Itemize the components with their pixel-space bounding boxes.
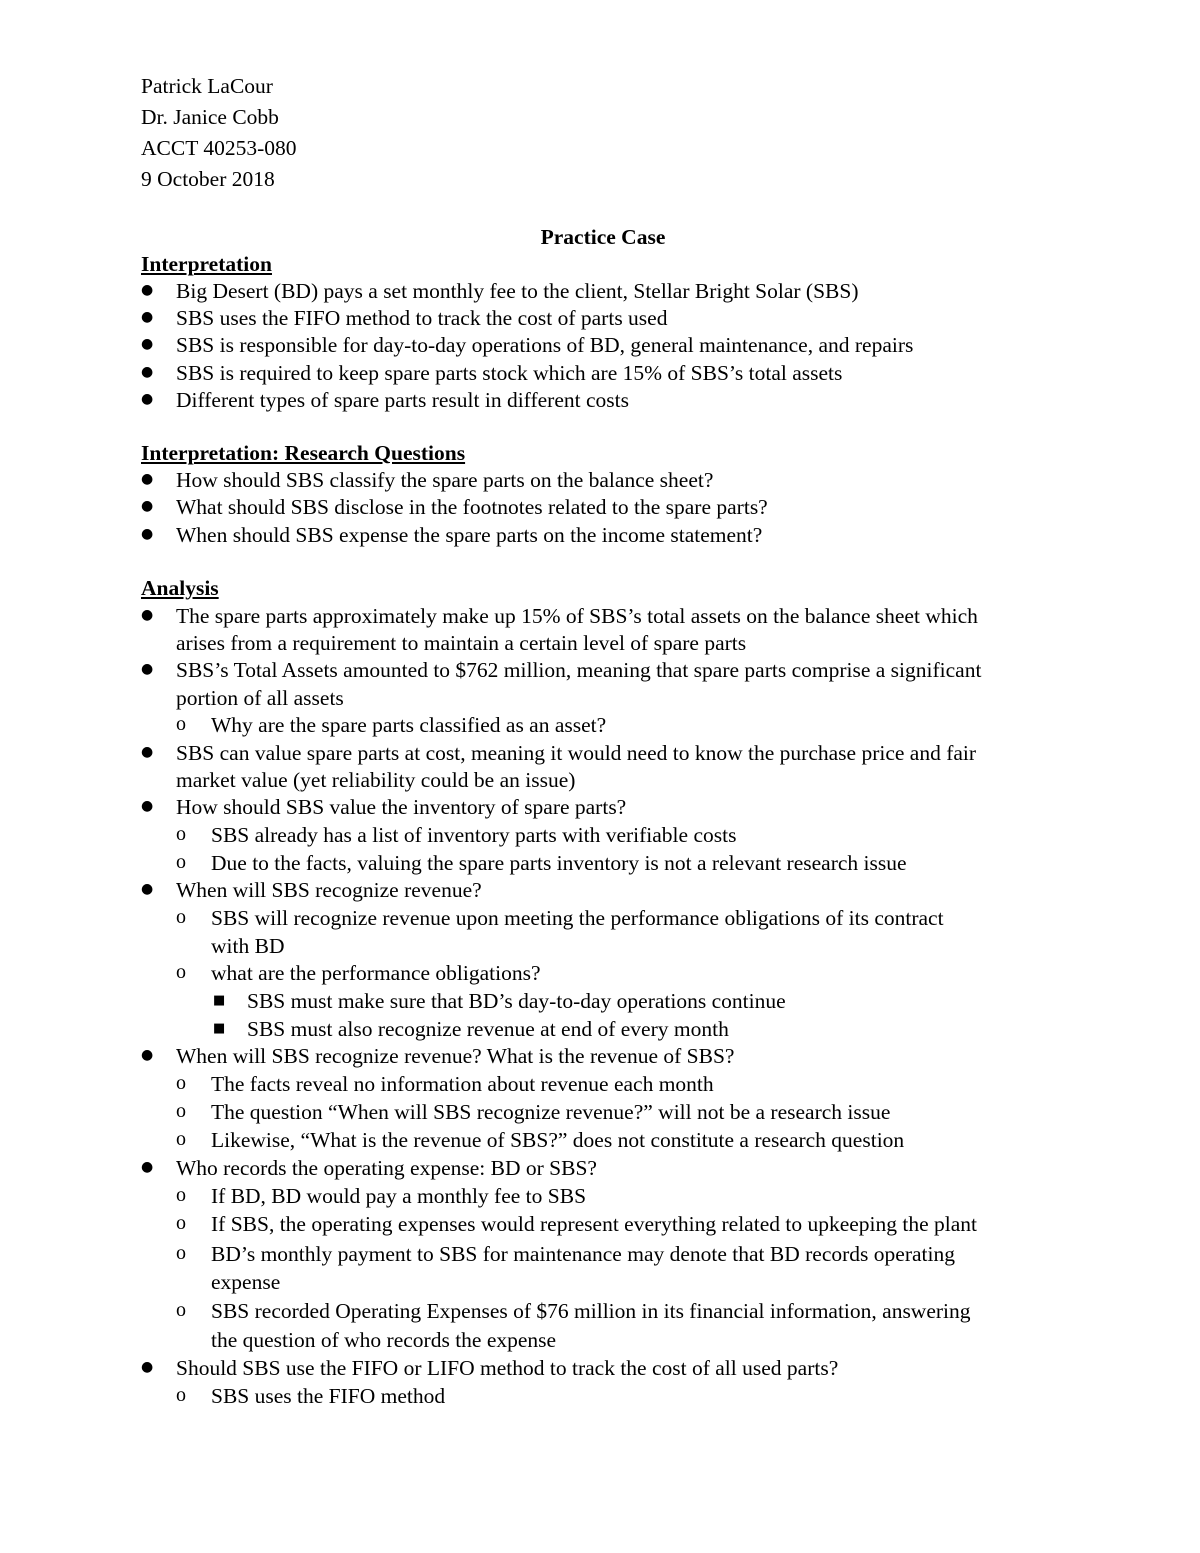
analysis-subsubline: SBS must make sure that BD’s day-to-day operations continue bbox=[247, 989, 786, 1013]
square-bullet-icon: ■ bbox=[213, 993, 226, 1008]
analysis-subline: BD’s monthly payment to SBS for maintenance may denote that BD records operating bbox=[211, 1242, 955, 1266]
circle-bullet-icon: o bbox=[176, 1128, 186, 1150]
bullet-icon: ● bbox=[141, 309, 154, 325]
analysis-line: When will SBS recognize revenue? bbox=[176, 878, 482, 902]
instructor-name: Dr. Janice Cobb bbox=[141, 105, 279, 129]
interpretation-heading: Interpretation bbox=[141, 252, 272, 276]
bullet-icon: ● bbox=[141, 607, 154, 623]
analysis-subline: SBS will recognize revenue upon meeting the performance obligations of its contract bbox=[211, 906, 944, 930]
analysis-subline: If SBS, the operating expenses would represent everything related to upkeeping the plant bbox=[211, 1212, 978, 1236]
circle-bullet-icon: o bbox=[176, 1242, 186, 1264]
circle-bullet-icon: o bbox=[176, 961, 186, 983]
analysis-line: The spare parts approximately make up 15% of SBS’s total assets on the balance sheet which bbox=[176, 604, 978, 628]
circle-bullet-icon: o bbox=[176, 1299, 186, 1321]
bullet-icon: ● bbox=[141, 798, 154, 814]
bullet-icon: ● bbox=[141, 661, 154, 677]
analysis-line: Who records the operating expense: BD or SBS? bbox=[176, 1156, 597, 1180]
bullet-icon: ● bbox=[141, 1159, 154, 1175]
circle-bullet-icon: o bbox=[176, 1384, 186, 1406]
analysis-subline: Due to the facts, valuing the spare parts inventory is not a relevant research issue bbox=[211, 851, 907, 875]
circle-bullet-icon: o bbox=[176, 1212, 186, 1234]
analysis-subline: Why are the spare parts classified as an asset? bbox=[211, 713, 607, 737]
analysis-subline: what are the performance obligations? bbox=[211, 961, 541, 985]
research-question-item: When should SBS expense the spare parts on the income statement? bbox=[176, 523, 763, 547]
circle-bullet-icon: o bbox=[176, 823, 186, 845]
bullet-icon: ● bbox=[141, 471, 154, 487]
circle-bullet-icon: o bbox=[176, 713, 186, 735]
bullet-icon: ● bbox=[141, 881, 154, 897]
bullet-icon: ● bbox=[141, 391, 154, 407]
circle-bullet-icon: o bbox=[176, 1100, 186, 1122]
bullet-icon: ● bbox=[141, 1359, 154, 1375]
interpretation-item: SBS is responsible for day-to-day operations of BD, general maintenance, and repairs bbox=[176, 333, 914, 357]
document-date: 9 October 2018 bbox=[141, 167, 275, 191]
research-question-item: How should SBS classify the spare parts on the balance sheet? bbox=[176, 468, 714, 492]
analysis-line: How should SBS value the inventory of spare parts? bbox=[176, 795, 627, 819]
page-title: Practice Case bbox=[540, 225, 666, 249]
interpretation-item: Different types of spare parts result in different costs bbox=[176, 388, 629, 412]
analysis-line: arises from a requirement to maintain a certain level of spare parts bbox=[176, 631, 747, 655]
bullet-icon: ● bbox=[141, 364, 154, 380]
analysis-line: market value (yet reliability could be an issue) bbox=[176, 768, 576, 792]
analysis-subline: expense bbox=[211, 1270, 281, 1294]
analysis-subline: The facts reveal no information about revenue each month bbox=[211, 1072, 714, 1096]
analysis-subline: with BD bbox=[211, 934, 285, 958]
analysis-line: When will SBS recognize revenue? What is the revenue of SBS? bbox=[176, 1044, 735, 1068]
bullet-icon: ● bbox=[141, 526, 154, 542]
research-questions-heading: Interpretation: Research Questions bbox=[141, 441, 466, 465]
circle-bullet-icon: o bbox=[176, 906, 186, 928]
bullet-icon: ● bbox=[141, 1047, 154, 1063]
analysis-subline: Likewise, “What is the revenue of SBS?” does not constitute a research question bbox=[211, 1128, 905, 1152]
circle-bullet-icon: o bbox=[176, 1072, 186, 1094]
analysis-subsubline: SBS must also recognize revenue at end of every month bbox=[247, 1017, 729, 1041]
analysis-subline: SBS recorded Operating Expenses of $76 million in its financial information, answering bbox=[211, 1299, 971, 1323]
interpretation-item: SBS is required to keep spare parts stock which are 15% of SBS’s total assets bbox=[176, 361, 843, 385]
circle-bullet-icon: o bbox=[176, 851, 186, 873]
analysis-line: SBS can value spare parts at cost, meaning it would need to know the purchase price and fair bbox=[176, 741, 977, 765]
square-bullet-icon: ■ bbox=[213, 1021, 226, 1036]
bullet-icon: ● bbox=[141, 498, 154, 514]
analysis-subline: If BD, BD would pay a monthly fee to SBS bbox=[211, 1184, 587, 1208]
research-question-item: What should SBS disclose in the footnotes related to the spare parts? bbox=[176, 495, 768, 519]
analysis-subline: the question of who records the expense bbox=[211, 1328, 557, 1352]
analysis-subline: SBS uses the FIFO method bbox=[211, 1384, 446, 1408]
interpretation-item: Big Desert (BD) pays a set monthly fee to the client, Stellar Bright Solar (SBS) bbox=[176, 279, 859, 303]
interpretation-item: SBS uses the FIFO method to track the cost of parts used bbox=[176, 306, 668, 330]
bullet-icon: ● bbox=[141, 744, 154, 760]
circle-bullet-icon: o bbox=[176, 1184, 186, 1206]
analysis-line: SBS’s Total Assets amounted to $762 million, meaning that spare parts comprise a significant bbox=[176, 658, 982, 682]
analysis-heading: Analysis bbox=[141, 576, 219, 600]
analysis-subline: SBS already has a list of inventory parts with verifiable costs bbox=[211, 823, 737, 847]
analysis-line: portion of all assets bbox=[176, 686, 344, 710]
course-code: ACCT 40253-080 bbox=[141, 136, 297, 160]
bullet-icon: ● bbox=[141, 282, 154, 298]
bullet-icon: ● bbox=[141, 336, 154, 352]
analysis-line: Should SBS use the FIFO or LIFO method to track the cost of all used parts? bbox=[176, 1356, 839, 1380]
author-name: Patrick LaCour bbox=[141, 74, 273, 98]
analysis-subline: The question “When will SBS recognize revenue?” will not be a research issue bbox=[211, 1100, 891, 1124]
